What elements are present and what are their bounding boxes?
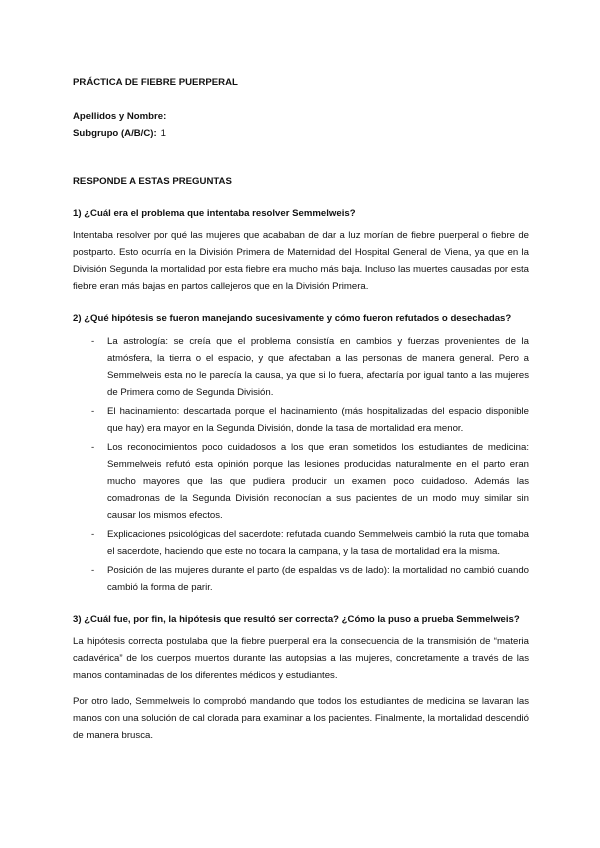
student-info — [73, 108, 529, 142]
hypotheses-list — [73, 333, 529, 596]
name-label: Apellidos y Nombre: — [73, 111, 167, 122]
document-page — [73, 74, 529, 744]
subgroup-value: 1 — [160, 128, 167, 139]
list-item-text: El hacinamiento: descartada porque el hacinamiento (más hospitalizadas del espacio disponible que hay) era mayor en la Segunda División, donde la tasa de mortalidad era menor. — [107, 406, 529, 434]
question-3: 3) ¿Cuál fue, por fin, la hipótesis que resultó ser correcta? ¿Cómo la puso a prueba Semmelweis? — [73, 614, 520, 625]
name-line — [73, 108, 529, 125]
list-item — [73, 526, 529, 560]
list-item — [73, 439, 529, 524]
bullet-marker: - — [91, 529, 95, 540]
bullet-marker: - — [91, 442, 95, 453]
list-item — [73, 562, 529, 596]
subgroup-label: Subgrupo (A/B/C): — [73, 128, 157, 139]
list-item — [73, 403, 529, 437]
answer-1: Intentaba resolver por qué las mujeres que acababan de dar a luz morían de fiebre puerperal o fiebre de postparto. Esto ocurría en la División Primera de Maternidad del Hospital General de Viena, ya que en la División Segunda la mortalidad por esta fiebre era mucho más baja. Incluso las muertes causadas por esta fiebre eran más bajas en partos callejeros que en la División Primera. — [73, 230, 529, 292]
list-item-text: Explicaciones psicológicas del sacerdote: refutada cuando Semmelweis cambió la ruta que tomaba el sacerdote, haciendo que este no tocara la campana, y la tasa de mortalidad era la misma. — [107, 529, 529, 557]
answer-3-paragraph-2: Por otro lado, Semmelweis lo comprobó mandando que todos los estudiantes de medicina se lavaran las manos con una solución de cal clorada para examinar a los pacientes. Finalmente, la mortalidad descendió de manera brusca. — [73, 696, 529, 741]
document-title: PRÁCTICA DE FIEBRE PUERPERAL — [73, 77, 238, 88]
list-item-text: Los reconocimientos poco cuidadosos a los que eran sometidos los estudiantes de medicina: Semmelweis refutó esta opinión porque las lesiones producidas naturalmente en el parto eran mucho mayores que las que pudiera producir un examen poco cuidadoso. Además las comadronas de la Segunda División reconocían a sus pacientes de un modo muy similar sin causar los mismos efectos. — [107, 442, 529, 521]
bullet-marker: - — [91, 406, 95, 417]
list-item-text: Posición de las mujeres durante el parto (de espaldas vs de lado): la mortalidad no cambió cuando cambió la forma de parir. — [107, 565, 529, 593]
subgroup-line — [73, 125, 529, 142]
bullet-marker: - — [91, 565, 95, 576]
list-item-text: La astrología: se creía que el problema consistía en cambios y fuerzas provenientes de la atmósfera, la tierra o el espacio, y que afectaban a las personas de manera general. Pero a Semmelweis esta no le parecía la causa, ya que si lo fuera, afectaría por igual tanto a las mujeres de Primera como de Segunda División. — [107, 336, 529, 398]
answer-3-paragraph-1: La hipótesis correcta postulaba que la fiebre puerperal era la consecuencia de la transmisión de “materia cadavérica” de los cuerpos muertos durante las autopsias a las mujeres, concretamente a través de las manos contaminadas de los diferentes médicos y estudiantes. — [73, 636, 529, 681]
bullet-marker: - — [91, 336, 95, 347]
question-2: 2) ¿Qué hipótesis se fueron manejando sucesivamente y cómo fueron refutados o desechadas? — [73, 313, 512, 324]
question-1: 1) ¿Cuál era el problema que intentaba resolver Semmelweis? — [73, 208, 356, 219]
list-item — [73, 333, 529, 401]
section-heading: RESPONDE A ESTAS PREGUNTAS — [73, 176, 232, 187]
